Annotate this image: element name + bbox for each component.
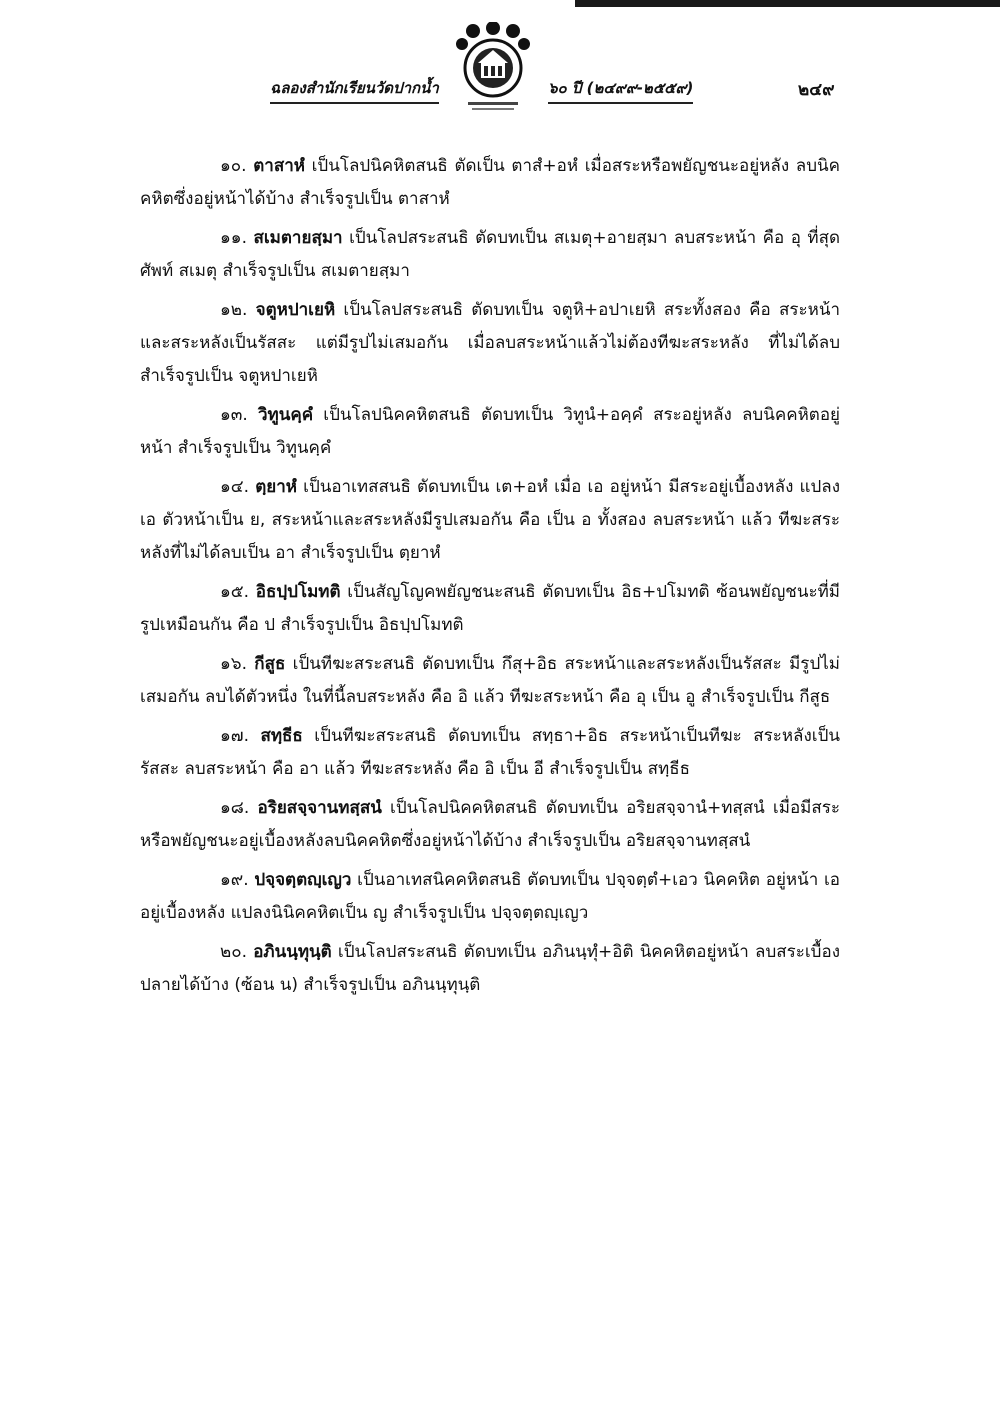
pali-term: อริยสจฺจานทสฺสนํ [257,798,382,818]
paragraph-15 [140,576,840,642]
explanation-text: เป็นทีฆะสระสนธิ ตัดบทเป็น สทฺธา+อิธ สระหน้าเป็นทีฆะ สระหลังเป็นรัสสะ ลบสระหน้า คือ อา แล้ว ทีฆะสระหลัง คือ อิ เป็น อี สำเร็จรูปเป็น สทฺธีธ [140,726,841,779]
item-number: ๑๗. [220,726,249,746]
paragraph-13 [140,399,840,465]
header-left-title: ฉลองสำนักเรียนวัดปากน้ำ [270,76,439,104]
pali-term: ปจฺจตฺตญฺเญว [254,870,352,890]
scan-edge-bar [575,0,1000,7]
paragraph-18 [140,792,840,858]
paragraph-11 [140,222,840,288]
pali-term: อภินนฺทุนฺติ [253,942,332,962]
pali-term: วิทูนคฺคํ [257,405,314,425]
pali-term: จตูหปาเยหิ [255,300,336,320]
item-number: ๑๖. [220,654,247,674]
pali-term: อิธปฺปโมทติ [255,582,341,602]
explanation-text: เป็นทีฆะสระสนธิ ตัดบทเป็น กึสุ+อิธ สระหน้าและสระหลังเป็นรัสสะ มีรูปไม่เสมอกัน ลบได้ตัวหนึ่ง ในที่นี้ลบสระหลัง คือ อิ แล้ว ทีฆะสระหน้า คือ อุ เป็น อู สำเร็จรูปเป็น กีสูธ [140,654,840,707]
paragraph-12 [140,294,840,393]
pali-term: ตฺยาหํ [255,477,297,497]
pali-term: สทฺธีธ [260,726,303,746]
item-number: ๑๔. [220,477,250,497]
explanation-text: เป็นโลปสระสนธิ ตัดบทเป็น จตูหิ+อปาเยหิ สระทั้งสอง คือ สระหน้าและสระหลังเป็นรัสสะ แต่มีรูปไม่เสมอกัน เมื่อลบสระหน้าแล้วไม่ต้องทีฆะสระหลัง ที่ไม่ได้ลบ สำเร็จรูปเป็น จตูหปาเยหิ [140,300,840,386]
explanation-text: เป็นโลปนิคคหิตสนธิ ตัดบทเป็น อริยสจฺจานํ+ทสฺสนํ เมื่อมีสระหรือพยัญชนะอยู่เบื้องหลังลบนิคคหิตซึ่งอยู่หน้าได้บ้าง สำเร็จรูปเป็น อริยสจฺจานทสฺสนํ [140,798,841,851]
paragraph-16 [140,648,840,714]
page-header [270,62,850,112]
item-number: ๑๓. [220,405,248,425]
paragraph-17 [140,720,840,786]
explanation-text: เป็นโลปนิคคหิตสนธิ ตัดบทเป็น วิทูนํ+อคฺคํ สระอยู่หลัง ลบนิคคหิตอยู่หน้า สำเร็จรูปเป็น วิทูนคฺคํ [140,405,840,458]
item-number: ๑๒. [220,300,248,320]
item-number: ๑๐. [220,156,247,176]
document-body [140,150,840,1008]
explanation-text: เป็นโลปสระสนธิ ตัดบทเป็น อภินนฺทุํ+อิติ นิคคหิตอยู่หน้า ลบสระเบื้องปลายได้บ้าง (ซ้อน น) สำเร็จรูปเป็น อภินนฺทุนฺติ [140,942,840,995]
explanation-text: เป็นสัญโญคพยัญชนะสนธิ ตัดบทเป็น อิธ+ปโมทติ ซ้อนพยัญชนะที่มีรูปเหมือนกัน คือ ป สำเร็จรูปเป็น อิธปฺปโมทติ [140,582,841,635]
pali-term: สเมตายสฺมา [253,228,343,248]
item-number: ๑๑. [220,228,247,248]
paragraph-10 [140,150,840,216]
item-number: ๑๕. [220,582,250,602]
paragraph-20 [140,936,840,1002]
explanation-text: เป็นโลปนิคหิตสนธิ ตัดเป็น ตาสํ+อหํ เมื่อสระหรือพยัญชนะอยู่หลัง ลบนิคคหิตซึ่งอยู่หน้าได้บ้าง สำเร็จรูปเป็น ตาสาหํ [140,156,840,209]
page-number: ๒๔๙ [798,80,835,100]
item-number: ๑๙. [220,870,249,890]
explanation-text: เป็นโลปสระสนธิ ตัดบทเป็น สเมตุ+อายสฺมา ลบสระหน้า คือ อุ ที่สุดศัพท์ สเมตุ สำเร็จรูปเป็น สเมตายสฺมา [140,228,841,281]
paragraph-14 [140,471,840,570]
header-anniversary: ๖๐ ปี (๒๔๙๙-๒๕๕๙) [548,76,693,104]
explanation-text: เป็นอาเทสสนธิ ตัดบทเป็น เต+อหํ เมื่อ เอ อยู่หน้า มีสระอยู่เบื้องหลัง แปลง เอ ตัวหน้าเป็น ย, สระหน้าและสระหลังมีรูปเสมอกัน คือ เป็น อ ทั้งสอง ลบสระหน้า แล้ว ทีฆะสระหลังที่ไม่ได้ลบเป็น อา สำเร็จรูปเป็น ตฺยาหํ [140,477,841,563]
paragraph-19 [140,864,840,930]
item-number: ๑๘. [220,798,250,818]
pali-term: ตาสาหํ [253,156,305,176]
temple-seal-logo [448,22,538,117]
item-number: ๒๐. [220,942,247,962]
pali-term: กีสูธ [254,654,286,674]
explanation-text: เป็นอาเทสนิคคหิตสนธิ ตัดบทเป็น ปจฺจตฺตํ+เอว นิคคหิต อยู่หน้า เอ อยู่เบื้องหลัง แปลงนินิคคหิตเป็น ญ สำเร็จรูปเป็น ปจฺจตฺตญฺเญว [140,870,841,923]
